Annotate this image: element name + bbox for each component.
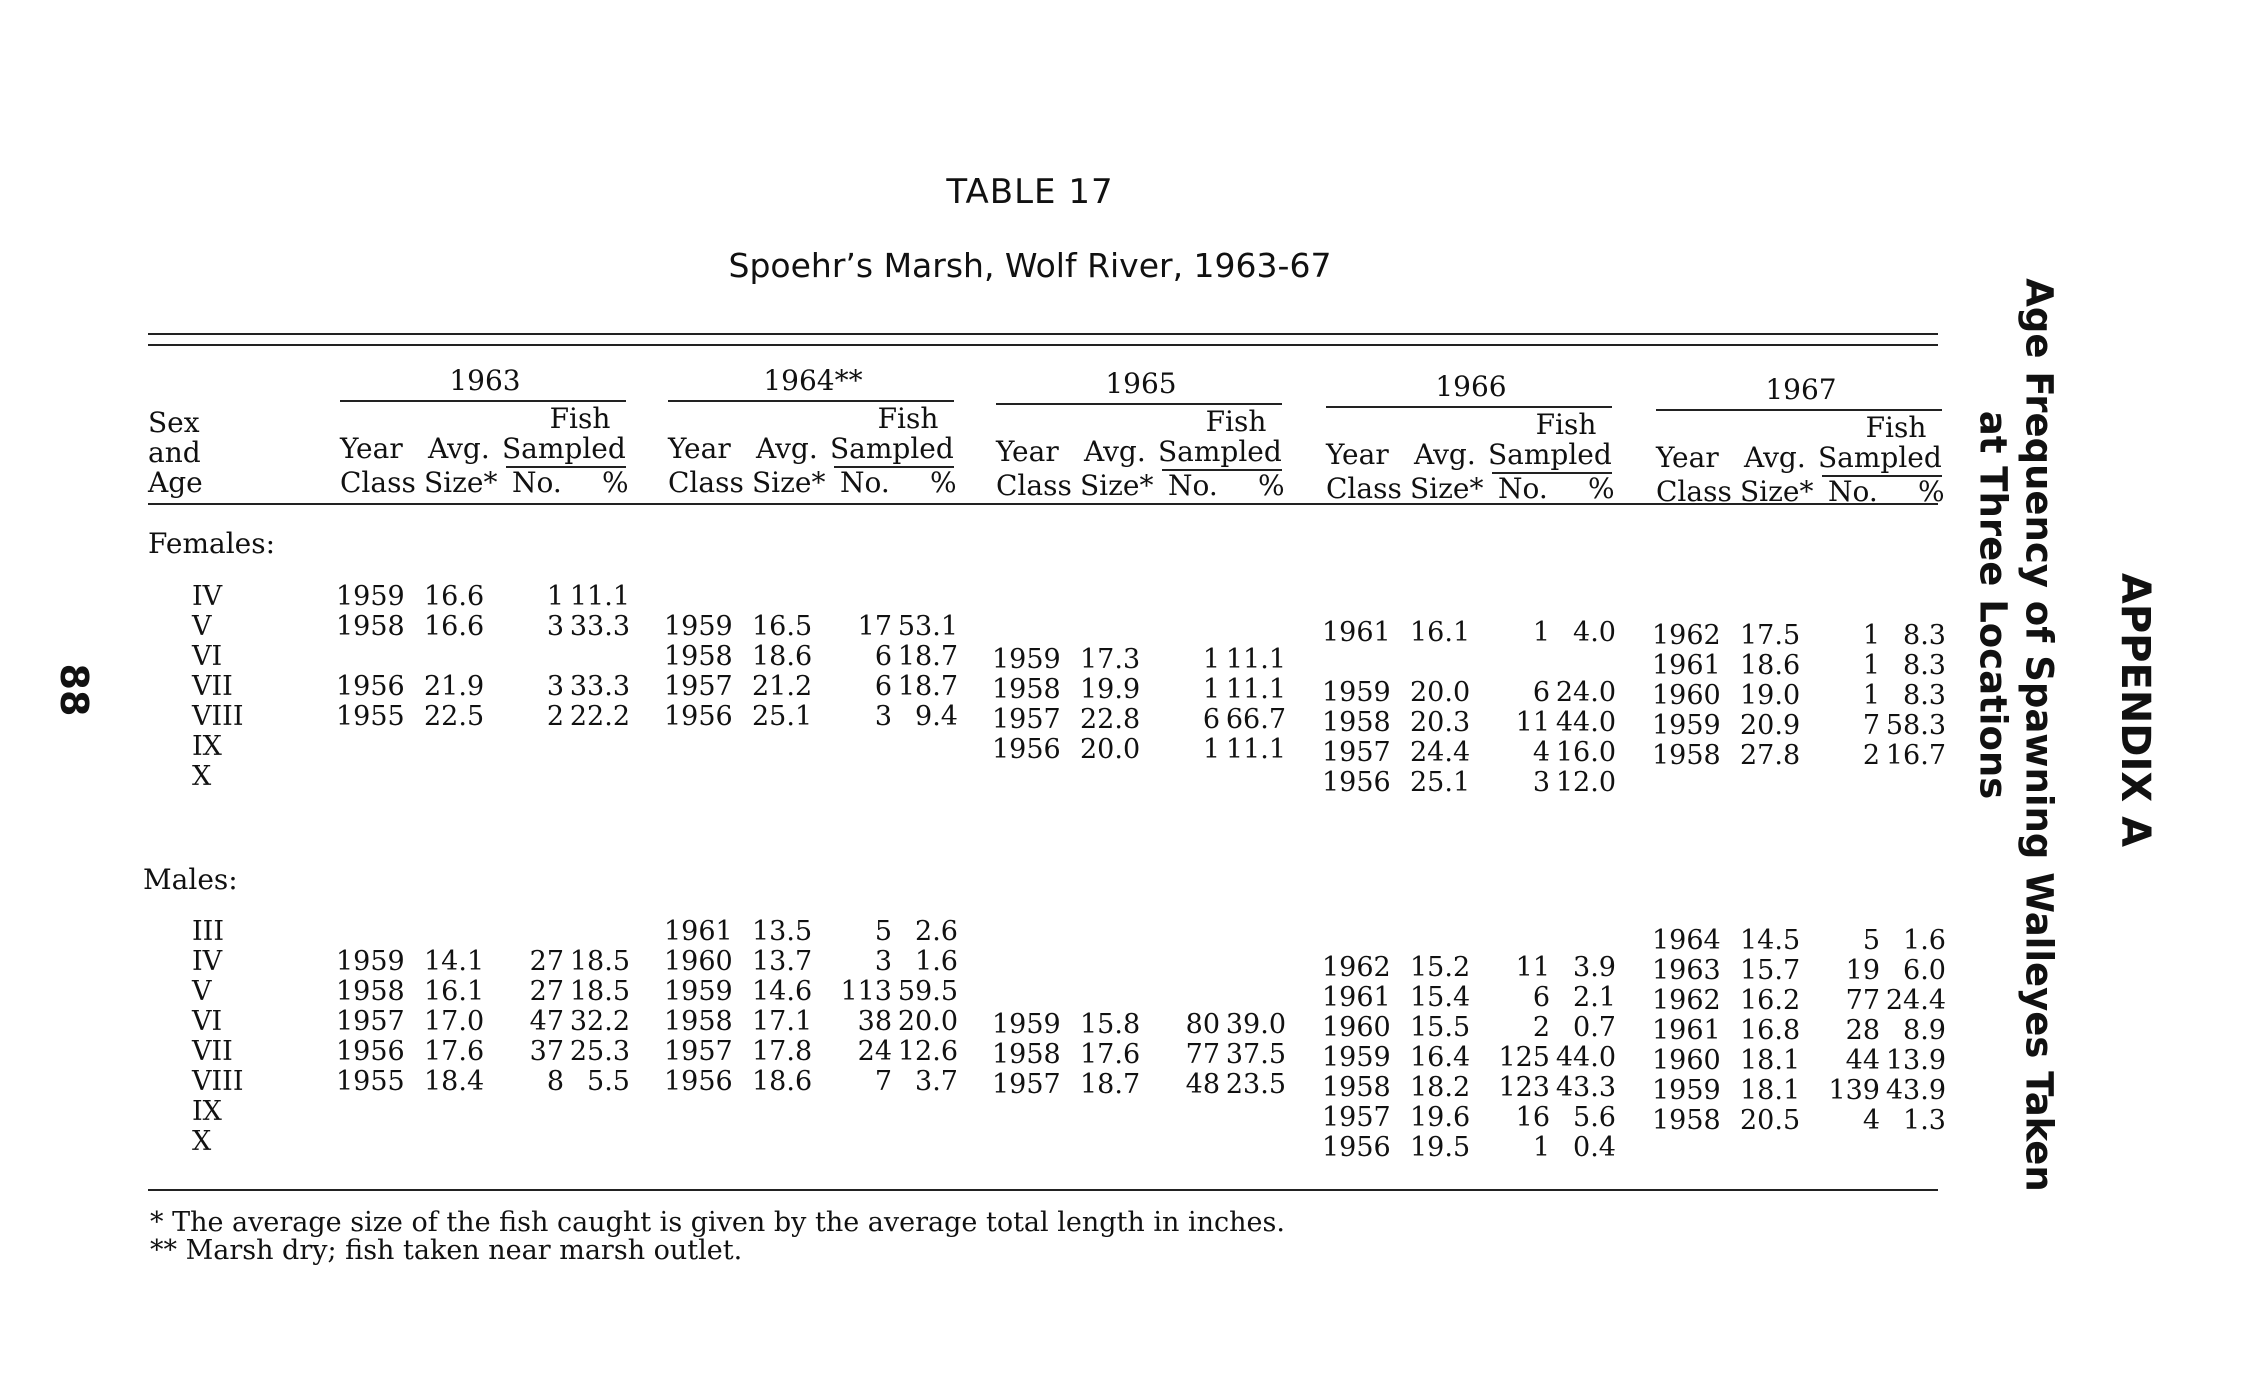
year-class-cell: 1959 — [336, 946, 405, 977]
year-class-cell: 1962 — [1322, 952, 1391, 983]
avg-size-cell: 15.7 — [1740, 955, 1801, 986]
class-label-1: Class — [668, 466, 744, 499]
fish-count-cell: 47 — [529, 1006, 564, 1037]
fish-count-cell: 1 — [1532, 617, 1550, 648]
table-row — [140, 641, 1946, 681]
year-label-1: Year — [668, 432, 731, 465]
age-label: V — [192, 611, 212, 642]
fish-count-cell: 7 — [1862, 710, 1880, 741]
size-label-0: Size* — [424, 466, 498, 499]
class-label-2: Class — [996, 469, 1072, 502]
fish-percent-cell: 0.4 — [1573, 1132, 1616, 1163]
year-class-cell: 1958 — [664, 641, 733, 672]
year-class-cell: 1962 — [1652, 620, 1721, 651]
avg-size-cell: 18.1 — [1740, 1045, 1801, 1076]
year-class-cell: 1959 — [1652, 710, 1721, 741]
no-label-4: No. — [1828, 475, 1878, 508]
fish-percent-cell: 9.4 — [915, 701, 958, 732]
fish-heading-2: Fish — [1205, 405, 1267, 438]
fish-percent-cell: 2.1 — [1573, 982, 1616, 1013]
fish-percent-cell: 18.5 — [569, 976, 630, 1007]
sampled-label-1: Sampled — [830, 432, 954, 465]
fish-count-cell: 4 — [1532, 737, 1550, 768]
age-label: VIII — [192, 1066, 244, 1097]
fish-heading-1: Fish — [877, 402, 939, 435]
year-class-cell: 1957 — [336, 1006, 405, 1037]
avg-size-cell: 18.2 — [1410, 1072, 1471, 1103]
fish-percent-cell: 23.5 — [1225, 1069, 1286, 1100]
age-label: X — [192, 761, 212, 792]
avg-size-cell: 21.9 — [424, 671, 485, 702]
avg-size-cell: 17.8 — [752, 1036, 813, 1067]
appendix-subheading-line1: Age Frequency of Spawning Walleyes Taken — [2017, 278, 2061, 1192]
year-class-cell: 1961 — [1322, 617, 1391, 648]
year-class-cell: 1959 — [992, 644, 1061, 675]
year-label-2: Year — [996, 435, 1059, 468]
year-class-cell: 1958 — [992, 1039, 1061, 1070]
year-class-cell: 1957 — [992, 1069, 1061, 1100]
fish-count-cell: 80 — [1185, 1009, 1220, 1040]
avg-size-cell: 14.1 — [424, 946, 485, 977]
year-class-cell: 1959 — [992, 1009, 1061, 1040]
fish-count-cell: 6 — [874, 641, 892, 672]
table-row — [140, 582, 1940, 612]
year-class-cell: 1959 — [1652, 1075, 1721, 1106]
year-class-cell: 1956 — [1322, 1132, 1391, 1163]
fish-percent-cell: 3.7 — [915, 1066, 958, 1097]
fish-percent-cell: 32.2 — [569, 1006, 630, 1037]
table-row — [140, 1066, 1946, 1106]
fish-count-cell: 5 — [874, 916, 892, 947]
fish-percent-cell: 11.1 — [1225, 644, 1286, 675]
year-class-cell: 1956 — [336, 1036, 405, 1067]
avg-size-cell: 27.8 — [1740, 740, 1801, 771]
avg-size-cell: 16.4 — [1410, 1042, 1471, 1073]
avg-size-cell: 24.4 — [1410, 737, 1471, 768]
table-row — [140, 1096, 1946, 1136]
avg-size-cell: 19.0 — [1740, 680, 1801, 711]
avg-size-cell: 16.6 — [424, 611, 485, 642]
sampled-label-4: Sampled — [1818, 441, 1942, 474]
fish-percent-cell: 1.6 — [915, 946, 958, 977]
avg-size-cell: 18.7 — [1080, 1069, 1141, 1100]
avg-size-cell: 16.1 — [1410, 617, 1471, 648]
age-label: III — [192, 916, 224, 947]
fish-percent-cell: 39.0 — [1225, 1009, 1286, 1040]
fish-count-cell: 1 — [1862, 620, 1880, 651]
year-class-cell: 1955 — [336, 701, 405, 732]
avg-size-cell: 19.6 — [1410, 1102, 1471, 1133]
year-class-cell: 1958 — [1652, 740, 1721, 771]
avg-label-0: Avg. — [428, 432, 490, 465]
year-class-cell: 1958 — [664, 1006, 733, 1037]
avg-size-cell: 14.5 — [1740, 925, 1801, 956]
year-class-cell: 1959 — [1322, 677, 1391, 708]
fish-count-cell: 6 — [1202, 704, 1220, 735]
fish-count-cell: 44 — [1845, 1045, 1880, 1076]
fish-percent-cell: 43.9 — [1885, 1075, 1946, 1106]
fish-count-cell: 7 — [874, 1066, 892, 1097]
avg-size-cell: 15.8 — [1080, 1009, 1141, 1040]
year-class-cell: 1956 — [664, 1066, 733, 1097]
table-subtitle: Spoehr’s Marsh, Wolf River, 1963-67 — [728, 246, 1332, 285]
year-class-cell: 1956 — [992, 734, 1061, 765]
fish-count-cell: 16 — [1515, 1102, 1550, 1133]
fish-percent-cell: 53.1 — [897, 611, 958, 642]
year-heading-1: 1964** — [763, 364, 863, 397]
avg-size-cell: 25.1 — [752, 701, 813, 732]
top-rule — [148, 333, 1938, 335]
fish-count-cell: 27 — [529, 976, 564, 1007]
year-class-cell: 1958 — [336, 976, 405, 1007]
fish-count-cell: 6 — [1532, 982, 1550, 1013]
year-class-cell: 1960 — [664, 946, 733, 977]
fish-percent-cell: 44.0 — [1555, 707, 1616, 738]
avg-size-cell: 20.5 — [1740, 1105, 1801, 1136]
year-class-cell: 1961 — [1652, 650, 1721, 681]
pct-label-0: % — [602, 466, 629, 499]
footnote-marsh-dry: ** Marsh dry; fish taken near marsh outlet. — [150, 1235, 743, 1266]
year-class-cell: 1958 — [1322, 707, 1391, 738]
page-number: 88 — [52, 663, 96, 717]
fish-percent-cell: 8.3 — [1903, 650, 1946, 681]
avg-size-cell: 22.5 — [424, 701, 485, 732]
pct-label-3: % — [1588, 472, 1615, 505]
fish-percent-cell: 22.2 — [569, 701, 630, 732]
fish-percent-cell: 11.1 — [569, 581, 630, 612]
table-row — [140, 761, 1940, 798]
year-heading-4: 1967 — [1765, 373, 1837, 406]
fish-count-cell: 139 — [1828, 1075, 1880, 1106]
appendix-subheading-line2: at Three Locations — [1971, 410, 2015, 800]
fish-percent-cell: 44.0 — [1555, 1042, 1616, 1073]
fish-count-cell: 1 — [1202, 674, 1220, 705]
year-class-cell: 1959 — [336, 581, 405, 612]
age-label: VI — [192, 641, 223, 672]
fish-percent-cell: 11.1 — [1225, 674, 1286, 705]
fish-count-cell: 123 — [1498, 1072, 1550, 1103]
avg-size-cell: 18.6 — [1740, 650, 1801, 681]
avg-label-4: Avg. — [1744, 441, 1806, 474]
males-label: Males: — [143, 863, 238, 896]
fish-count-cell: 11 — [1515, 707, 1550, 738]
year-class-cell: 1959 — [664, 976, 733, 1007]
avg-size-cell: 15.4 — [1410, 982, 1471, 1013]
sampled-label-2: Sampled — [1158, 435, 1282, 468]
table-row — [140, 946, 1946, 986]
fish-percent-cell: 4.0 — [1573, 617, 1616, 648]
avg-label-1: Avg. — [756, 432, 818, 465]
class-label-0: Class — [340, 466, 416, 499]
avg-size-cell: 14.6 — [752, 976, 813, 1007]
fish-percent-cell: 8.9 — [1903, 1015, 1946, 1046]
age-label: IX — [192, 731, 222, 762]
no-label-2: No. — [1168, 469, 1218, 502]
fish-percent-cell: 0.7 — [1573, 1012, 1616, 1043]
avg-size-cell: 16.8 — [1740, 1015, 1801, 1046]
no-label-1: No. — [840, 466, 890, 499]
size-label-2: Size* — [1080, 469, 1154, 502]
fish-count-cell: 6 — [1532, 677, 1550, 708]
year-class-cell: 1956 — [336, 671, 405, 702]
top-rule-inner — [148, 344, 1938, 346]
fish-count-cell: 1 — [546, 581, 564, 612]
avg-size-cell: 22.8 — [1080, 704, 1141, 735]
sampled-label-0: Sampled — [502, 432, 626, 465]
fish-count-cell: 2 — [1862, 740, 1880, 771]
avg-size-cell: 20.0 — [1410, 677, 1471, 708]
year-class-cell: 1958 — [992, 674, 1061, 705]
size-label-1: Size* — [752, 466, 826, 499]
fish-percent-cell: 58.3 — [1885, 710, 1946, 741]
class-label-3: Class — [1326, 472, 1402, 505]
table-row — [140, 671, 1946, 711]
year-class-cell: 1961 — [664, 916, 733, 947]
fish-percent-cell: 2.6 — [915, 916, 958, 947]
avg-size-cell: 13.7 — [752, 946, 813, 977]
pct-label-1: % — [930, 466, 957, 499]
pct-label-2: % — [1258, 469, 1285, 502]
year-class-cell: 1960 — [1322, 1012, 1391, 1043]
fish-count-cell: 4 — [1862, 1105, 1880, 1136]
fish-count-cell: 3 — [1532, 767, 1550, 798]
fish-count-cell: 17 — [857, 611, 892, 642]
fish-count-cell: 11 — [1515, 952, 1550, 983]
avg-size-cell: 13.5 — [752, 916, 813, 947]
table-title: TABLE 17 — [946, 172, 1114, 212]
fish-percent-cell: 33.3 — [569, 611, 630, 642]
year-heading-0: 1963 — [449, 364, 521, 397]
year-class-cell: 1958 — [1652, 1105, 1721, 1136]
avg-size-cell: 18.1 — [1740, 1075, 1801, 1106]
fish-percent-cell: 13.9 — [1885, 1045, 1946, 1076]
age-label: X — [192, 1126, 212, 1157]
fish-heading-4: Fish — [1865, 411, 1927, 444]
fish-percent-cell: 66.7 — [1225, 704, 1286, 735]
sampled-label-3: Sampled — [1488, 438, 1612, 471]
avg-size-cell: 15.5 — [1410, 1012, 1471, 1043]
fish-count-cell: 28 — [1845, 1015, 1880, 1046]
year-heading-3: 1966 — [1435, 370, 1507, 403]
header-sex: Sex — [148, 406, 200, 439]
fish-count-cell: 24 — [857, 1036, 892, 1067]
avg-size-cell: 16.1 — [424, 976, 485, 1007]
avg-size-cell: 20.0 — [1080, 734, 1141, 765]
avg-size-cell: 16.5 — [752, 611, 813, 642]
fish-count-cell: 6 — [874, 671, 892, 702]
header-and: and — [148, 436, 201, 469]
fish-count-cell: 27 — [529, 946, 564, 977]
fish-count-cell: 1 — [1862, 680, 1880, 711]
table-row — [140, 611, 1946, 651]
year-class-cell: 1964 — [1652, 925, 1721, 956]
avg-size-cell: 17.5 — [1740, 620, 1801, 651]
year-label-0: Year — [340, 432, 403, 465]
avg-size-cell: 17.0 — [424, 1006, 485, 1037]
size-label-3: Size* — [1410, 472, 1484, 505]
fish-percent-cell: 5.5 — [587, 1066, 630, 1097]
avg-size-cell: 25.1 — [1410, 767, 1471, 798]
fish-percent-cell: 8.3 — [1903, 680, 1946, 711]
fish-percent-cell: 5.6 — [1573, 1102, 1616, 1133]
year-class-cell: 1958 — [1322, 1072, 1391, 1103]
avg-size-cell: 17.3 — [1080, 644, 1141, 675]
fish-percent-cell: 59.5 — [897, 976, 958, 1007]
year-class-cell: 1962 — [1652, 985, 1721, 1016]
age-label: IV — [192, 946, 223, 977]
fish-percent-cell: 1.3 — [1903, 1105, 1946, 1136]
fish-count-cell: 3 — [874, 701, 892, 732]
fish-percent-cell: 8.3 — [1903, 620, 1946, 651]
fish-count-cell: 1 — [1202, 644, 1220, 675]
year-class-cell: 1961 — [1322, 982, 1391, 1013]
fish-count-cell: 19 — [1845, 955, 1880, 986]
avg-label-2: Avg. — [1084, 435, 1146, 468]
year-class-cell: 1959 — [664, 611, 733, 642]
avg-label-3: Avg. — [1414, 438, 1476, 471]
fish-count-cell: 1 — [1532, 1132, 1550, 1163]
table-bottom-rule — [148, 1189, 1938, 1191]
fish-count-cell: 2 — [1532, 1012, 1550, 1043]
year-class-cell: 1957 — [664, 671, 733, 702]
fish-percent-cell: 12.6 — [897, 1036, 958, 1067]
fish-count-cell: 5 — [1862, 925, 1880, 956]
avg-size-cell: 20.3 — [1410, 707, 1471, 738]
fish-percent-cell: 3.9 — [1573, 952, 1616, 983]
fish-percent-cell: 43.3 — [1555, 1072, 1616, 1103]
age-label: V — [192, 976, 212, 1007]
females-label: Females: — [148, 527, 276, 560]
fish-count-cell: 1 — [1862, 650, 1880, 681]
avg-size-cell: 18.6 — [752, 641, 813, 672]
fish-heading-3: Fish — [1535, 408, 1597, 441]
avg-size-cell: 17.6 — [424, 1036, 485, 1067]
avg-size-cell: 18.4 — [424, 1066, 485, 1097]
table-row — [140, 976, 1946, 1016]
fish-percent-cell: 11.1 — [1225, 734, 1286, 765]
fish-percent-cell: 16.7 — [1885, 740, 1946, 771]
age-label: VII — [192, 1036, 233, 1067]
year-class-cell: 1955 — [336, 1066, 405, 1097]
fish-count-cell: 3 — [546, 611, 564, 642]
table-row — [140, 916, 1946, 956]
avg-size-cell: 16.6 — [424, 581, 485, 612]
fish-count-cell: 37 — [529, 1036, 564, 1067]
age-label: IX — [192, 1096, 222, 1127]
age-label: VI — [192, 1006, 223, 1037]
year-class-cell: 1963 — [1652, 955, 1721, 986]
no-label-3: No. — [1498, 472, 1548, 505]
fish-count-cell: 1 — [1202, 734, 1220, 765]
year-class-cell: 1957 — [1322, 737, 1391, 768]
year-class-cell: 1957 — [1322, 1102, 1391, 1133]
table-row — [140, 1126, 1940, 1163]
year-class-cell: 1957 — [664, 1036, 733, 1067]
fish-count-cell: 113 — [840, 976, 892, 1007]
year-class-cell: 1957 — [992, 704, 1061, 735]
avg-size-cell: 17.1 — [752, 1006, 813, 1037]
avg-size-cell: 19.9 — [1080, 674, 1141, 705]
avg-size-cell: 15.2 — [1410, 952, 1471, 983]
fish-percent-cell: 25.3 — [569, 1036, 630, 1067]
avg-size-cell: 17.6 — [1080, 1039, 1141, 1070]
fish-count-cell: 38 — [857, 1006, 892, 1037]
avg-size-cell: 20.9 — [1740, 710, 1801, 741]
year-class-cell: 1960 — [1652, 1045, 1721, 1076]
year-label-4: Year — [1656, 441, 1719, 474]
year-class-cell: 1956 — [1322, 767, 1391, 798]
fish-count-cell: 77 — [1845, 985, 1880, 1016]
fish-percent-cell: 1.6 — [1903, 925, 1946, 956]
avg-size-cell: 19.5 — [1410, 1132, 1471, 1163]
year-class-cell: 1961 — [1652, 1015, 1721, 1046]
age-label: IV — [192, 581, 223, 612]
year-class-cell: 1956 — [664, 701, 733, 732]
fish-count-cell: 3 — [874, 946, 892, 977]
table-row — [140, 1036, 1946, 1076]
fish-percent-cell: 24.0 — [1555, 677, 1616, 708]
size-label-4: Size* — [1740, 475, 1814, 508]
class-label-4: Class — [1656, 475, 1732, 508]
fish-count-cell: 48 — [1185, 1069, 1220, 1100]
header-age: Age — [148, 466, 203, 499]
fish-percent-cell: 37.5 — [1225, 1039, 1286, 1070]
fish-count-cell: 2 — [546, 701, 564, 732]
year-label-3: Year — [1326, 438, 1389, 471]
fish-percent-cell: 12.0 — [1555, 767, 1616, 798]
fish-percent-cell: 33.3 — [569, 671, 630, 702]
age-label: VIII — [192, 701, 244, 732]
avg-size-cell: 16.2 — [1740, 985, 1801, 1016]
no-label-0: No. — [512, 466, 562, 499]
fish-heading-0: Fish — [549, 402, 611, 435]
fish-count-cell: 8 — [546, 1066, 564, 1097]
appendix-heading: APPENDIX A — [2112, 572, 2158, 848]
footnote-average-size: * The average size of the fish caught is given by the average total length in inches. — [150, 1207, 1285, 1238]
table-row — [140, 1006, 1946, 1046]
fish-percent-cell: 16.0 — [1555, 737, 1616, 768]
year-heading-2: 1965 — [1105, 367, 1177, 400]
fish-percent-cell: 24.4 — [1885, 985, 1946, 1016]
avg-size-cell: 21.2 — [752, 671, 813, 702]
year-class-cell: 1960 — [1652, 680, 1721, 711]
pct-label-4: % — [1918, 475, 1945, 508]
year-class-cell: 1959 — [1322, 1042, 1391, 1073]
fish-percent-cell: 6.0 — [1903, 955, 1946, 986]
fish-count-cell: 3 — [546, 671, 564, 702]
fish-percent-cell: 20.0 — [897, 1006, 958, 1037]
year-class-cell: 1958 — [336, 611, 405, 642]
table-row — [140, 701, 1946, 741]
fish-count-cell: 125 — [1498, 1042, 1550, 1073]
fish-percent-cell: 18.5 — [569, 946, 630, 977]
age-label: VII — [192, 671, 233, 702]
table-row — [140, 731, 1946, 771]
fish-percent-cell: 18.7 — [897, 671, 958, 702]
fish-percent-cell: 18.7 — [897, 641, 958, 672]
avg-size-cell: 18.6 — [752, 1066, 813, 1097]
fish-count-cell: 77 — [1185, 1039, 1220, 1070]
